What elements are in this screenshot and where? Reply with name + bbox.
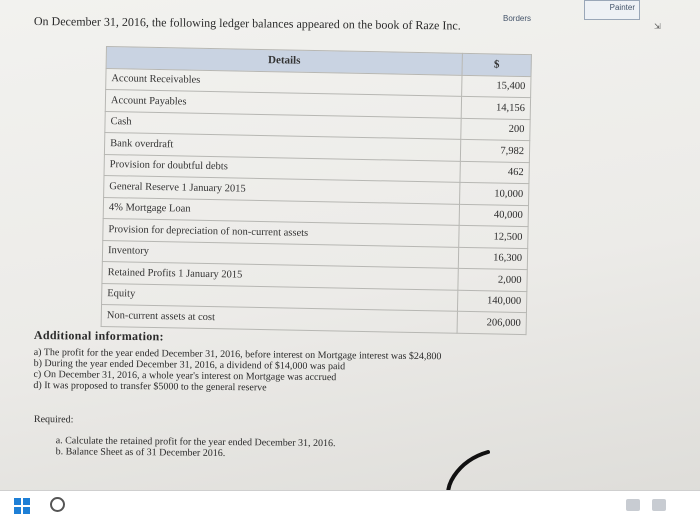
ledger-row-label: Non-current assets at cost [101,304,457,332]
ledger-row-label: Inventory [102,240,458,268]
borders-label[interactable]: Borders [503,14,532,23]
ledger-row-label: General Reserve 1 January 2015 [104,175,460,203]
additional-item: c) On December 31, 2016, a whole year's interest on Mortgage was accrued [33,368,337,384]
ledger-row-label: Account Payables [105,90,461,118]
required-list [56,435,434,461]
ledger-row-value: 40,000 [459,204,528,227]
ledger-row-label: Provision for depreciation of non-current assets [103,218,459,246]
ledger-row-value: 2,000 [458,268,527,291]
windows-start-icon[interactable] [14,498,30,514]
required-section [34,414,434,461]
search-icon[interactable] [50,497,65,512]
format-painter-button[interactable] [584,0,640,20]
ledger-row-label: Account Receivables [106,68,462,96]
additional-item: a) The profit for the year ended December 31, 2016, before interest on Mortgage interest was $24,800 [33,346,442,363]
ledger-row-value: 15,400 [462,75,531,98]
ledger-row-value: 12,500 [459,225,528,248]
ledger-row-value: 200 [461,118,530,141]
additional-item: b) During the year ended December 31, 2016, a dividend of $14,000 was paid [33,357,346,373]
taskbar [0,490,700,519]
ledger-row-value: 140,000 [457,290,526,313]
additional-list [33,347,573,397]
ledger-row-value: 10,000 [460,182,529,205]
ledger-row-label: Retained Profits 1 January 2015 [102,261,458,289]
intro-text: On December 31, 2016, the following ledger balances appeared on the book of Raze Inc. [33,14,461,33]
expand-icon[interactable]: ⇲ [654,22,661,31]
pen-stroke [436,446,496,496]
ledger-row-value: 462 [460,161,529,184]
ledger-row-label: Provision for doubtful debts [104,154,460,182]
ledger-table [101,46,532,335]
amount-header: $ [462,53,531,76]
taskbar-app-icon[interactable] [626,499,640,511]
required-item: b. Balance Sheet as of 31 December 2016. [55,446,226,460]
ledger-row-value: 7,982 [460,139,529,162]
taskbar-app-icon[interactable] [652,499,666,511]
ledger-row-label: Equity [102,283,458,311]
required-title: Required: [33,414,74,426]
ledger-row-label: 4% Mortgage Loan [103,197,459,225]
painter-label: Painter [609,3,635,12]
additional-title: Additional information: [33,328,164,344]
additional-item: d) It was proposed to transfer $5000 to the general reserve [33,379,267,394]
ledger-row-label: Cash [105,111,461,139]
details-header: Details [106,47,462,75]
required-item: a. Calculate the retained profit for the year ended December 31, 2016. [55,435,336,450]
ledger-row-label: Bank overdraft [104,132,460,160]
additional-information [33,328,574,397]
ledger-row-value: 16,300 [458,247,527,270]
ledger-row-value: 206,000 [457,311,526,334]
ledger-row-value: 14,156 [461,96,530,119]
